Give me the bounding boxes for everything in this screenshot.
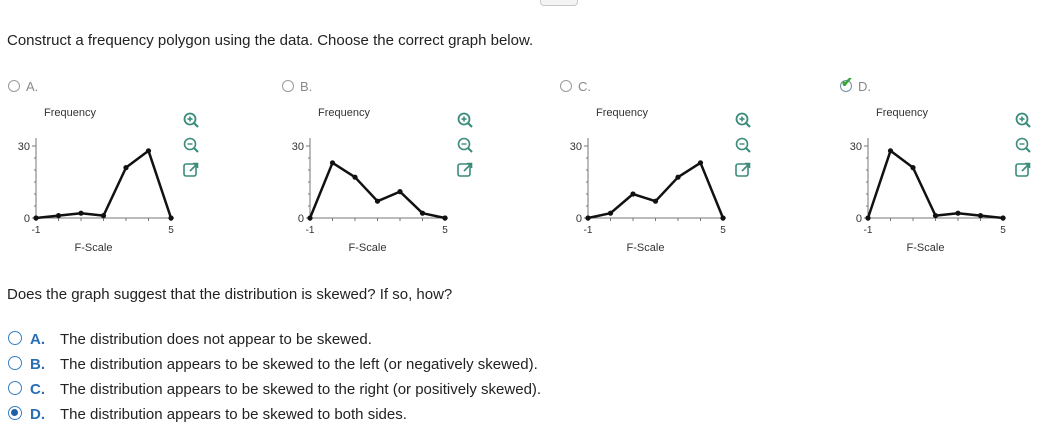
- answer-letter: C.: [30, 381, 45, 398]
- check-icon: ✔: [841, 74, 853, 90]
- y-axis-label: Frequency: [44, 107, 96, 119]
- data-point: [698, 160, 703, 165]
- polygon-line: [588, 163, 723, 218]
- answer-radio[interactable]: [8, 331, 22, 345]
- data-point: [1000, 215, 1005, 220]
- question-text: Construct a frequency polygon using the data. Choose the correct graph below.: [7, 32, 534, 49]
- y-axis-label: Frequency: [876, 107, 928, 119]
- x-tick-label: -1: [583, 225, 593, 236]
- option-letter: C.: [578, 79, 591, 94]
- data-point: [608, 211, 613, 216]
- data-point: [307, 215, 312, 220]
- polygon-line: [36, 151, 171, 218]
- data-point: [865, 215, 870, 220]
- question2-text: Does the graph suggest that the distribution is skewed? If so, how?: [7, 286, 453, 303]
- answer-text: The distribution appears to be skewed to the left (or negatively skewed).: [60, 356, 538, 373]
- option-letter: A.: [26, 79, 39, 94]
- x-tick-label: -1: [31, 225, 41, 236]
- graph-option-2[interactable]: [280, 78, 530, 278]
- y-tick-label: 0: [297, 213, 304, 225]
- expand-icon[interactable]: [1014, 161, 1032, 179]
- option-radio[interactable]: [560, 80, 572, 92]
- graph-tools: [456, 111, 474, 186]
- top-tab: [540, 0, 578, 6]
- answer-text: The distribution appears to be skewed to the right (or positively skewed).: [60, 381, 542, 398]
- data-point: [397, 189, 402, 194]
- y-tick-label: 30: [17, 141, 30, 153]
- x-axis-label: F-Scale: [626, 242, 665, 254]
- expand-icon[interactable]: [182, 161, 200, 179]
- data-point: [675, 175, 680, 180]
- y-axis-label: Frequency: [318, 107, 370, 119]
- zoom-in-icon[interactable]: [1014, 111, 1032, 129]
- data-point: [123, 165, 128, 170]
- y-tick-label: 30: [291, 141, 304, 153]
- data-point: [888, 148, 893, 153]
- zoom-out-icon[interactable]: [182, 136, 200, 154]
- graph-tools: [1014, 111, 1032, 186]
- graph-option-1[interactable]: [6, 78, 256, 278]
- data-point: [56, 213, 61, 218]
- answer-radio[interactable]: [8, 381, 22, 395]
- graph-option-4[interactable]: [838, 74, 1047, 278]
- y-tick-label: 0: [575, 213, 582, 225]
- option-radio[interactable]: [282, 80, 294, 92]
- y-tick-label: 30: [849, 141, 862, 153]
- graph-tools: [182, 111, 200, 186]
- data-point: [955, 211, 960, 216]
- data-point: [910, 165, 915, 170]
- answer-text: The distribution appears to be skewed to both sides.: [60, 406, 407, 423]
- data-point: [630, 191, 635, 196]
- x-axis-label: F-Scale: [348, 242, 387, 254]
- frequency-polygon: [6, 98, 181, 258]
- zoom-out-icon[interactable]: [734, 136, 752, 154]
- data-point: [720, 215, 725, 220]
- x-tick-label: 5: [720, 225, 726, 236]
- answer-letter: B.: [30, 356, 45, 373]
- x-axis-label: F-Scale: [906, 242, 945, 254]
- option-letter: D.: [858, 79, 871, 94]
- data-point: [146, 148, 151, 153]
- frequency-polygon: [558, 98, 733, 258]
- zoom-out-icon[interactable]: [456, 136, 474, 154]
- y-axis-label: Frequency: [596, 107, 648, 119]
- x-tick-label: 5: [168, 225, 174, 236]
- data-point: [375, 199, 380, 204]
- data-point: [101, 213, 106, 218]
- polygon-line: [868, 151, 1003, 218]
- zoom-out-icon[interactable]: [1014, 136, 1032, 154]
- frequency-polygon: [838, 98, 1013, 258]
- polygon-line: [310, 163, 445, 218]
- data-point: [653, 199, 658, 204]
- x-tick-label: 5: [442, 225, 448, 236]
- data-point: [585, 215, 590, 220]
- data-point: [978, 213, 983, 218]
- frequency-polygon: [280, 98, 455, 258]
- data-point: [933, 213, 938, 218]
- answer-letter: A.: [30, 331, 45, 348]
- x-tick-label: -1: [863, 225, 873, 236]
- x-tick-label: 5: [1000, 225, 1006, 236]
- option-letter: B.: [300, 79, 313, 94]
- zoom-in-icon[interactable]: [456, 111, 474, 129]
- y-tick-label: 30: [569, 141, 582, 153]
- answer-text: The distribution does not appear to be skewed.: [60, 331, 372, 348]
- data-point: [78, 211, 83, 216]
- y-tick-label: 0: [855, 213, 862, 225]
- data-point: [33, 215, 38, 220]
- data-point: [352, 175, 357, 180]
- option-radio[interactable]: [8, 80, 20, 92]
- expand-icon[interactable]: [734, 161, 752, 179]
- y-tick-label: 0: [23, 213, 30, 225]
- data-point: [442, 215, 447, 220]
- zoom-in-icon[interactable]: [734, 111, 752, 129]
- zoom-in-icon[interactable]: [182, 111, 200, 129]
- graph-option-3[interactable]: [558, 78, 808, 278]
- data-point: [330, 160, 335, 165]
- x-axis-label: F-Scale: [74, 242, 113, 254]
- data-point: [168, 215, 173, 220]
- answer-letter: D.: [30, 406, 45, 423]
- answer-radio[interactable]: [8, 406, 22, 420]
- x-tick-label: -1: [305, 225, 315, 236]
- answer-radio[interactable]: [8, 356, 22, 370]
- expand-icon[interactable]: [456, 161, 474, 179]
- graph-tools: [734, 111, 752, 186]
- data-point: [420, 211, 425, 216]
